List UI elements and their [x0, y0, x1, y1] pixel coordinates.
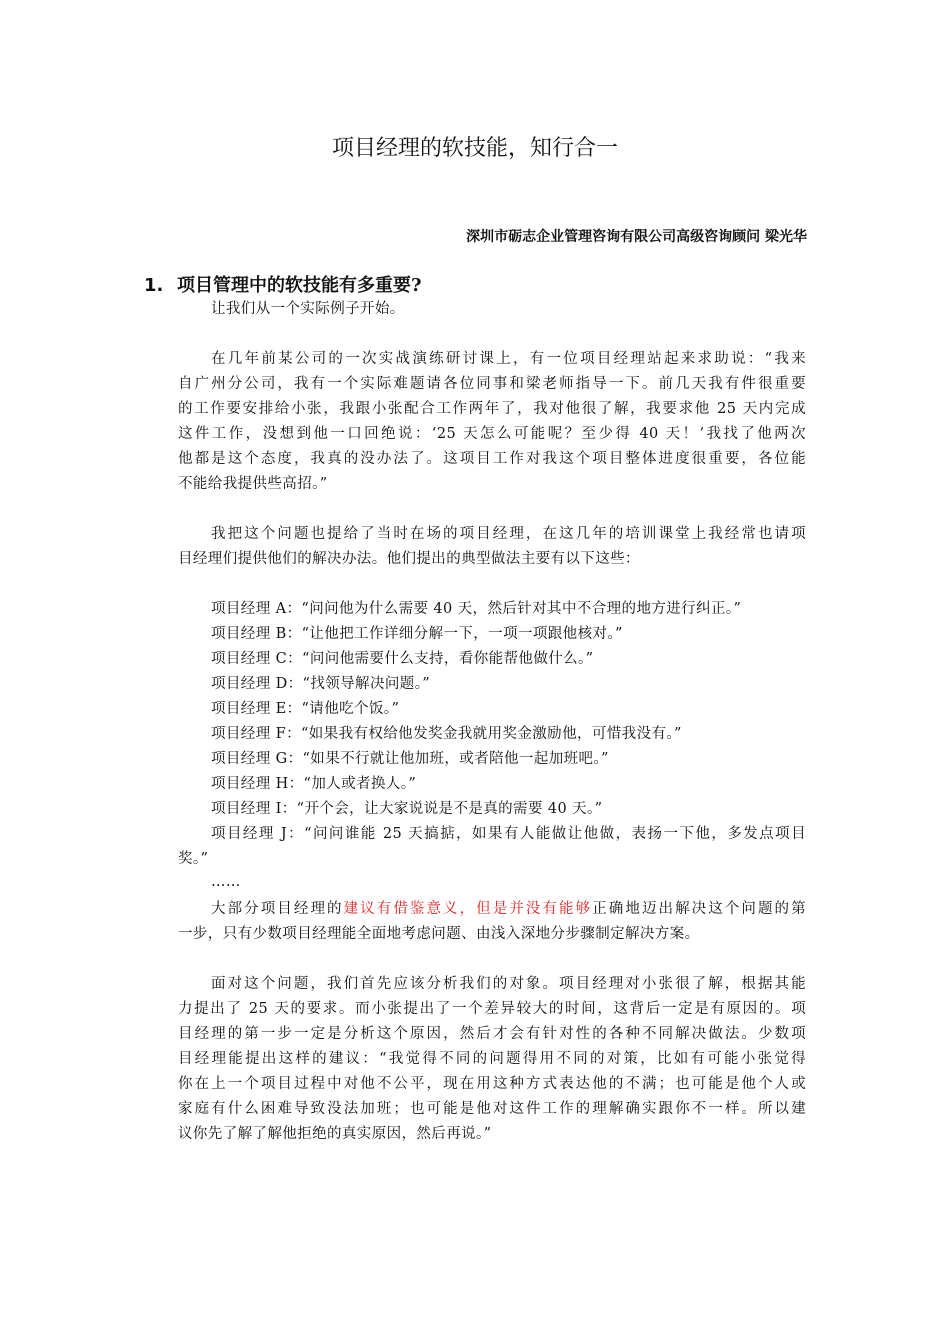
analysis-line: 面对这个问题，我们首先应该分析我们的对象。项目经理对小张很了解，根据其能: [211, 976, 806, 992]
answer-item: 项目经理 I：“开个会，让大家说说是不是真的需要 40 天。”: [211, 801, 603, 817]
followup-line: 目经理们提供他们的解决办法。他们提出的典型做法主要有以下这些：: [178, 551, 640, 567]
analysis-line: 目经理能提出这样的建议：“我觉得不同的问题得用不同的对策，比如有可能小张觉得: [178, 1051, 806, 1067]
analysis-line: 目经理的第一步一定是分析这个原因，然后才会有针对性的各种不同解决做法。少数项: [178, 1026, 806, 1042]
answer-item: 项目经理 G：“如果不行就让他加班，或者陪他一起加班吧。”: [211, 751, 609, 767]
analysis-line: 你在上一个项目过程中对他不公平，现在用这种方式表达他的不满；也可能是他个人或: [178, 1076, 806, 1092]
analysis-line: 力提出了 25 天的要求。而小张提出了一个差异较大的时间，这背后一定是有原因的。项: [178, 1001, 806, 1017]
section-heading-text: 项目管理中的软技能有多重要?: [177, 275, 422, 296]
story-line: 的工作要安排给小张，我跟小张配合工作两年了，我对他很了解，我要求他 25 天内完成: [178, 401, 806, 417]
conclusion-line: [211, 897, 806, 922]
conclusion-text: 正确地迈出解决这个问题的第: [592, 901, 807, 917]
answer-item: 项目经理 D：“找领导解决问题。”: [211, 676, 431, 692]
intro-line: 让我们从一个实际例子开始。: [211, 301, 405, 317]
story-line: 这件工作，没想到他一口回绝说：‘25 天怎么可能呢？至少得 40 天！’我找了他两次: [178, 426, 806, 442]
section-heading: [144, 272, 422, 300]
answer-item: 项目经理 B：“让他把工作详细分解一下，一项一项跟他核对。”: [211, 626, 623, 642]
conclusion-text: 大部分项目经理的: [211, 901, 344, 917]
answer-item-continuation: 奖。”: [178, 851, 209, 867]
story-line: 他都是这个态度，我真的没办法了。这项目工作对我这个项目整体进度很重要，各位能: [178, 451, 806, 467]
story-line: 自广州分公司，我有一个实际难题请各位同事和梁老师指导一下。前几天我有件很重要: [178, 376, 806, 392]
answer-item: 项目经理 C：“问问他需要什么支持，看你能帮他做什么。”: [211, 651, 594, 667]
conclusion-line: 一步，只有少数项目经理能全面地考虑问题、由浅入深地分步骤制定解决方案。: [178, 926, 700, 942]
answer-item: 项目经理 E：“请他吃个饭。”: [211, 701, 400, 717]
answer-item: 项目经理 H：“加人或者换人。”: [211, 776, 417, 792]
answer-item: 项目经理 F：“如果我有权给他发奖金我就用奖金激励他，可惜我没有。”: [211, 726, 682, 742]
answer-item: 项目经理 J：“问问谁能 25 天搞掂，如果有人能做让他做，表扬一下他，多发点项目: [211, 826, 806, 842]
answer-item: 项目经理 A：“问问他为什么需要 40 天，然后针对其中不合理的地方进行纠正。”: [211, 601, 742, 617]
followup-line: 我把这个问题也提给了当时在场的项目经理，在这几年的培训课堂上我经常也请项: [211, 526, 806, 542]
section-number: 1.: [144, 275, 164, 296]
story-line: 不能给我提供些高招。”: [178, 476, 328, 492]
analysis-line: 议你先了解了解他拒绝的真实原因，然后再说。”: [178, 1126, 492, 1142]
document-title: 项目经理的软技能，知行合一: [331, 136, 618, 161]
analysis-line: 家庭有什么困难导致没法加班；也可能是他对这件工作的理解确实跟你不一样。所以建: [178, 1101, 806, 1117]
highlighted-phrase: 建议有借鉴意义，但是并没有能够: [343, 901, 593, 917]
ellipsis: ……: [211, 874, 241, 890]
story-line: 在几年前某公司的一次实战演练研讨课上，有一位项目经理站起来求助说：“我来: [211, 351, 806, 367]
author-line: 深圳市砺志企业管理咨询有限公司高级咨询顾问 梁光华: [466, 229, 807, 245]
